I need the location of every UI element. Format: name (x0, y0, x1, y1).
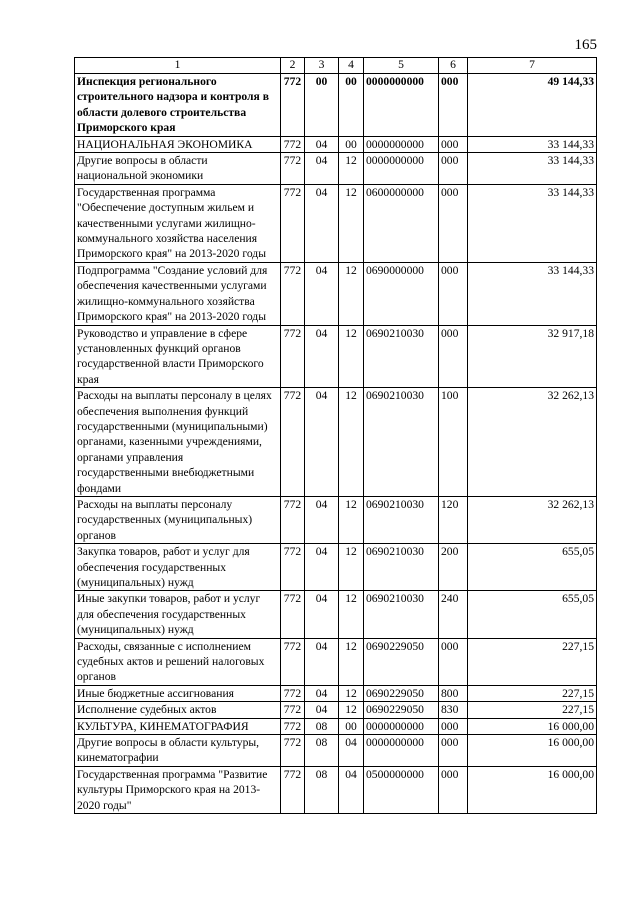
header-cell: 3 (305, 58, 339, 74)
header-cell: 4 (339, 58, 364, 74)
table-row (75, 544, 597, 591)
amount-cell: 16 000,00 (468, 735, 597, 767)
amount-cell: 33 144,33 (468, 184, 597, 262)
section-code-cell: 04 (305, 496, 339, 543)
section-code-cell: 00 (305, 74, 339, 137)
table-row (75, 184, 597, 262)
admin-code-cell: 772 (281, 496, 305, 543)
subsection-code-cell: 12 (339, 685, 364, 701)
table-row (75, 153, 597, 185)
admin-code-cell: 772 (281, 153, 305, 185)
section-code-cell: 04 (305, 325, 339, 388)
amount-cell: 16 000,00 (468, 766, 597, 813)
subsection-code-cell: 00 (339, 74, 364, 137)
subsection-code-cell: 12 (339, 638, 364, 685)
row-name-cell: Другие вопросы в области национальной экономики (75, 153, 281, 185)
target-article-cell: 0000000000 (364, 136, 439, 152)
target-article-cell: 0690210030 (364, 496, 439, 543)
expense-type-cell: 240 (439, 591, 468, 638)
table-row (75, 325, 597, 388)
subsection-code-cell: 12 (339, 496, 364, 543)
expense-type-cell: 000 (439, 136, 468, 152)
subsection-code-cell: 12 (339, 153, 364, 185)
page-number: 165 (574, 37, 597, 53)
header-cell: 5 (364, 58, 439, 74)
table-row (75, 388, 597, 497)
header-cell: 2 (281, 58, 305, 74)
section-code-cell: 04 (305, 388, 339, 497)
subsection-code-cell: 04 (339, 766, 364, 813)
row-name-cell: Закупка товаров, работ и услуг для обеспечения государственных (муниципальных) нужд (75, 544, 281, 591)
expense-type-cell: 000 (439, 262, 468, 325)
row-name-cell: Исполнение судебных актов (75, 702, 281, 718)
target-article-cell: 0000000000 (364, 153, 439, 185)
admin-code-cell: 772 (281, 718, 305, 734)
table-row (75, 496, 597, 543)
header-cell: 7 (468, 58, 597, 74)
section-code-cell: 04 (305, 136, 339, 152)
section-code-cell: 08 (305, 735, 339, 767)
target-article-cell: 0000000000 (364, 74, 439, 137)
admin-code-cell: 772 (281, 74, 305, 137)
target-article-cell: 0690210030 (364, 544, 439, 591)
section-code-cell: 08 (305, 766, 339, 813)
expense-type-cell: 830 (439, 702, 468, 718)
header-cell: 1 (75, 58, 281, 74)
target-article-cell: 0690000000 (364, 262, 439, 325)
row-name-cell: Расходы, связанные с исполнением судебных актов и решений налоговых органов (75, 638, 281, 685)
subsection-code-cell: 12 (339, 702, 364, 718)
target-article-cell: 0690210030 (364, 388, 439, 497)
expense-type-cell: 800 (439, 685, 468, 701)
expense-type-cell: 000 (439, 153, 468, 185)
amount-cell: 227,15 (468, 702, 597, 718)
row-name-cell: Руководство и управление в сфере установленных функций органов государственной власти Приморского края (75, 325, 281, 388)
subsection-code-cell: 12 (339, 325, 364, 388)
amount-cell: 33 144,33 (468, 136, 597, 152)
expense-type-cell: 000 (439, 718, 468, 734)
row-name-cell: Государственная программа "Обеспечение доступным жильем и качественными услугами жилищно-коммунального хозяйства населения Приморского края" на 2013-2020 годы (75, 184, 281, 262)
budget-table (74, 57, 597, 814)
admin-code-cell: 772 (281, 184, 305, 262)
target-article-cell: 0000000000 (364, 718, 439, 734)
table-row (75, 591, 597, 638)
header-row (75, 58, 597, 74)
table-row (75, 702, 597, 718)
admin-code-cell: 772 (281, 325, 305, 388)
subsection-code-cell: 12 (339, 591, 364, 638)
row-name-cell: КУЛЬТУРА, КИНЕМАТОГРАФИЯ (75, 718, 281, 734)
amount-cell: 33 144,33 (468, 153, 597, 185)
target-article-cell: 0690229050 (364, 685, 439, 701)
row-name-cell: Расходы на выплаты персоналу в целях обеспечения выполнения функций государственными (муниципальными) органами, казенными учреждениями, органами управления государственными внебюджетными фондами (75, 388, 281, 497)
subsection-code-cell: 12 (339, 262, 364, 325)
table-row (75, 766, 597, 813)
section-code-cell: 04 (305, 591, 339, 638)
subsection-code-cell: 00 (339, 718, 364, 734)
section-code-cell: 04 (305, 702, 339, 718)
admin-code-cell: 772 (281, 702, 305, 718)
expense-type-cell: 100 (439, 388, 468, 497)
section-code-cell: 08 (305, 718, 339, 734)
row-name-cell: Иные бюджетные ассигнования (75, 685, 281, 701)
target-article-cell: 0500000000 (364, 766, 439, 813)
expense-type-cell: 000 (439, 74, 468, 137)
target-article-cell: 0600000000 (364, 184, 439, 262)
amount-cell: 32 262,13 (468, 496, 597, 543)
table-row (75, 685, 597, 701)
target-article-cell: 0690229050 (364, 702, 439, 718)
amount-cell: 32 917,18 (468, 325, 597, 388)
target-article-cell: 0690229050 (364, 638, 439, 685)
target-article-cell: 0690210030 (364, 325, 439, 388)
admin-code-cell: 772 (281, 262, 305, 325)
admin-code-cell: 772 (281, 136, 305, 152)
admin-code-cell: 772 (281, 735, 305, 767)
subsection-code-cell: 12 (339, 544, 364, 591)
row-name-cell: Инспекция регионального строительного надзора и контроля в области долевого строительства Приморского края (75, 74, 281, 137)
row-name-cell: Расходы на выплаты персоналу государственных (муниципальных) органов (75, 496, 281, 543)
row-name-cell: Государственная программа "Развитие культуры Приморского края на 2013-2020 годы" (75, 766, 281, 813)
expense-type-cell: 000 (439, 766, 468, 813)
section-code-cell: 04 (305, 544, 339, 591)
expense-type-cell: 120 (439, 496, 468, 543)
expense-type-cell: 000 (439, 325, 468, 388)
admin-code-cell: 772 (281, 544, 305, 591)
section-code-cell: 04 (305, 153, 339, 185)
subsection-code-cell: 00 (339, 136, 364, 152)
table-row (75, 262, 597, 325)
section-code-cell: 04 (305, 262, 339, 325)
table-row (75, 718, 597, 734)
target-article-cell: 0690210030 (364, 591, 439, 638)
amount-cell: 655,05 (468, 591, 597, 638)
admin-code-cell: 772 (281, 685, 305, 701)
amount-cell: 227,15 (468, 638, 597, 685)
table-row (75, 136, 597, 152)
table-row (75, 638, 597, 685)
section-code-cell: 04 (305, 685, 339, 701)
amount-cell: 49 144,33 (468, 74, 597, 137)
target-article-cell: 0000000000 (364, 735, 439, 767)
admin-code-cell: 772 (281, 388, 305, 497)
admin-code-cell: 772 (281, 591, 305, 638)
amount-cell: 16 000,00 (468, 718, 597, 734)
admin-code-cell: 772 (281, 638, 305, 685)
row-name-cell: Иные закупки товаров, работ и услуг для обеспечения государственных (муниципальных) нужд (75, 591, 281, 638)
admin-code-cell: 772 (281, 766, 305, 813)
expense-type-cell: 000 (439, 184, 468, 262)
expense-type-cell: 200 (439, 544, 468, 591)
subsection-code-cell: 12 (339, 388, 364, 497)
section-code-cell: 04 (305, 638, 339, 685)
subsection-code-cell: 12 (339, 184, 364, 262)
row-name-cell: НАЦИОНАЛЬНАЯ ЭКОНОМИКА (75, 136, 281, 152)
section-code-cell: 04 (305, 184, 339, 262)
row-name-cell: Подпрограмма "Создание условий для обеспечения качественными услугами жилищно-коммунального хозяйства Приморского края" на 2013-2020 годы (75, 262, 281, 325)
expense-type-cell: 000 (439, 638, 468, 685)
amount-cell: 655,05 (468, 544, 597, 591)
amount-cell: 32 262,13 (468, 388, 597, 497)
row-name-cell: Другие вопросы в области культуры, кинематографии (75, 735, 281, 767)
expense-type-cell: 000 (439, 735, 468, 767)
amount-cell: 33 144,33 (468, 262, 597, 325)
subsection-code-cell: 04 (339, 735, 364, 767)
table-row (75, 74, 597, 137)
header-cell: 6 (439, 58, 468, 74)
amount-cell: 227,15 (468, 685, 597, 701)
table-row (75, 735, 597, 767)
